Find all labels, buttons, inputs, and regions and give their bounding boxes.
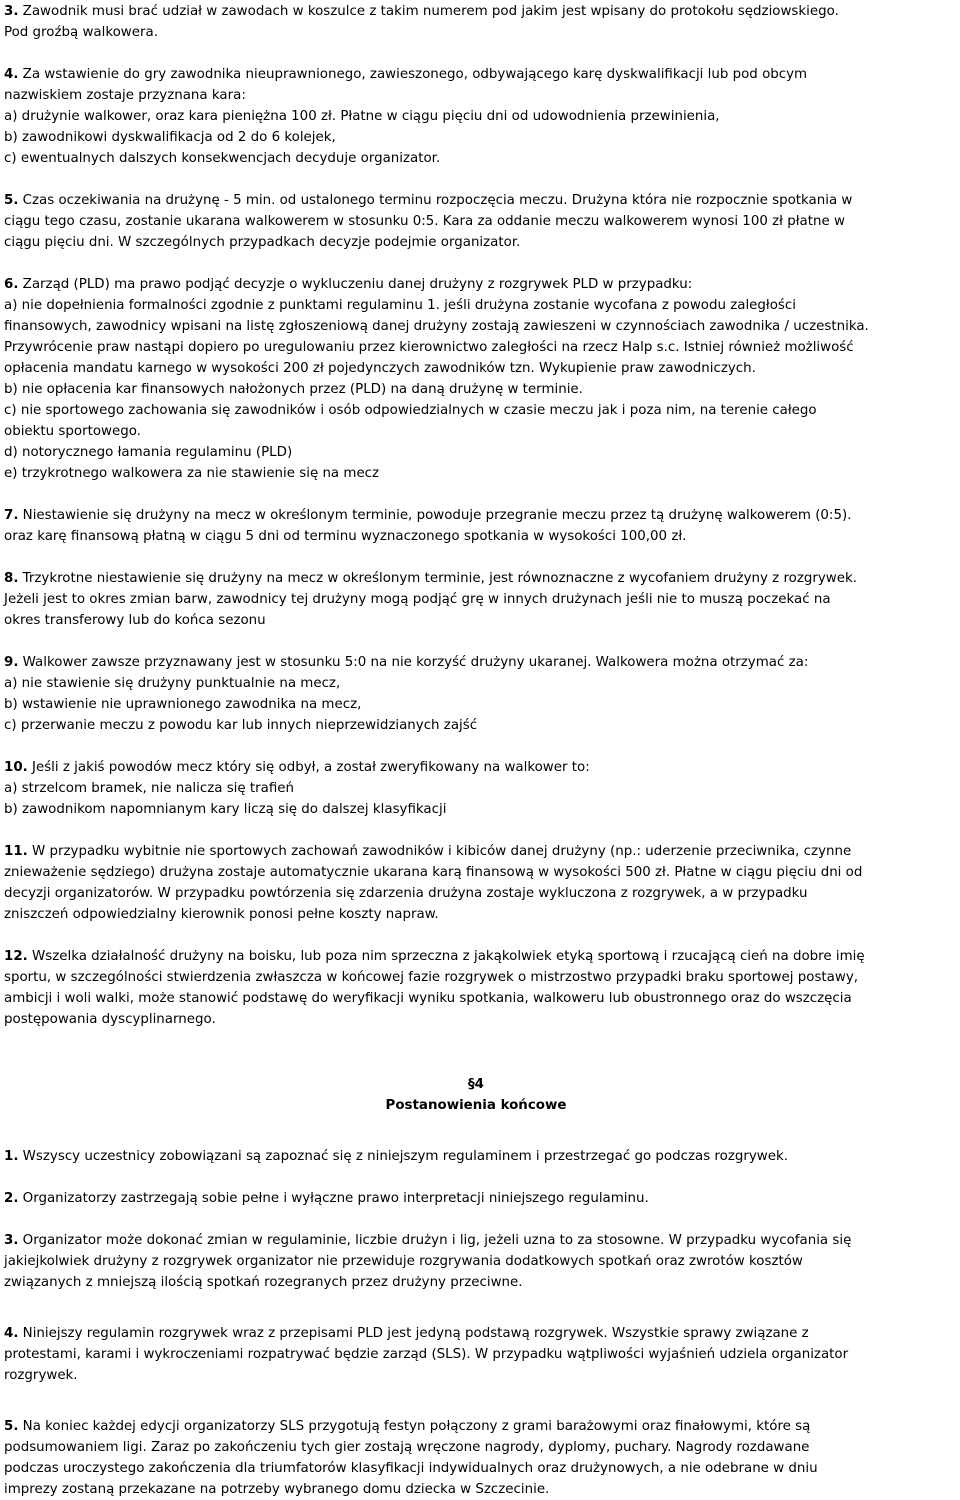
paragraph-5 — [4, 190, 948, 253]
paragraph-text: opłacenia mandatu karnego w wysokości 200 zł pojedynczych zawodników tzn. Wykupienie praw zawodniczych. — [4, 361, 756, 376]
regulation-points — [4, 1, 948, 1030]
paragraph-text: ambicji i woli walki, może stanowić podstawę do weryfikacji wyniku spotkania, walkoweru lub obustronnego oraz do wszczęcia — [4, 991, 852, 1006]
paragraph-number: 8. — [4, 571, 19, 586]
paragraph-line — [4, 715, 948, 736]
paragraph-text: c) ewentualnych dalszych konsekwencjach decyduje organizator. — [4, 151, 441, 166]
paragraph-line — [4, 778, 948, 799]
paragraph-text: znieważenie sędziego) drużyna zostaje automatycznie ukarana karą finansową w wysokości 500 zł. Płatne w ciągu pięciu dni od — [4, 865, 863, 880]
paragraph-line — [4, 841, 948, 862]
paragraph-9 — [4, 652, 948, 736]
paragraph-text: a) nie dopełnienia formalności zgodnie z punktami regulaminu 1. jeśli drużyna zostanie wycofana z powodu zaległości — [4, 298, 796, 313]
paragraph-line — [4, 1365, 948, 1386]
paragraph-12 — [4, 946, 948, 1030]
paragraph-number: 11. — [4, 844, 28, 859]
paragraph-text: rozgrywek. — [4, 1368, 78, 1383]
paragraph-line — [4, 967, 948, 988]
paragraph-line — [4, 64, 948, 85]
paragraph-text: podczas uroczystego zakończenia dla triumfatorów klasyfikacji indywidualnych oraz drużynowych, a nie odebrane w dniu — [4, 1461, 818, 1476]
paragraph-text: c) przerwanie meczu z powodu kar lub innych nieprzewidzianych zajść — [4, 718, 478, 733]
paragraph-text: zniszczeń odpowiedzialny kierownik ponosi pełne koszty napraw. — [4, 907, 439, 922]
paragraph-text: Za wstawienie do gry zawodnika nieuprawnionego, zawieszonego, odbywającego karę dyskwalifikacji lub pod obcym — [22, 67, 808, 82]
paragraph-8 — [4, 568, 948, 631]
paragraph-number: 1. — [4, 1149, 19, 1164]
paragraph-11 — [4, 841, 948, 925]
paragraph-text: W przypadku wybitnie nie sportowych zachowań zawodników i kibiców danej drużyny (np.: uderzenie przeciwnika, czynne — [32, 844, 852, 859]
paragraph-text: podsumowaniem ligi. Zaraz po zakończeniu tych gier zostają wręczone nagrody, dyplomy, puchary. Nagrody rozdawane — [4, 1440, 810, 1455]
paragraph-line — [4, 190, 948, 211]
paragraph-text: decyzji organizatorów. W przypadku powtórzenia się zdarzenia drużyna zostaje wykluczona z rozgrywek, a w przypadku — [4, 886, 808, 901]
paragraph-text: jakiejkolwiek drużyny z rozgrywek organizator nie przewiduje rozgrywania dodatkowych spotkań oraz zwrotów kosztów — [4, 1254, 803, 1269]
paragraph-line — [4, 85, 948, 106]
paragraph-line — [4, 673, 948, 694]
paragraph-text: ciągu tego czasu, zostanie ukarana walkowerem w stosunku 0:5. Kara za oddanie meczu walkowerem wynosi 100 zł płatne w — [4, 214, 845, 229]
paragraph-line — [4, 1009, 948, 1030]
paragraph-text: protestami, karami i wykroczeniami rozpatrywać będzie zarząd (SLS). W przypadku wątpliwości wyjaśnień udziela organizator — [4, 1347, 849, 1362]
paragraph-line — [4, 337, 948, 358]
paragraph-line — [4, 1437, 948, 1458]
paragraph-text: Jeżeli jest to okres zmian barw, zawodnicy tej drużyny mogą podjąć grę w innych drużynach jeśli nie to muszą poczekać na — [4, 592, 831, 607]
paragraph-text: Jeśli z jakiś powodów mecz który się odbył, a został zweryfikowany na walkower to: — [32, 760, 590, 775]
paragraph-line — [4, 379, 948, 400]
paragraph-line — [4, 106, 948, 127]
paragraph-line — [4, 652, 948, 673]
paragraph-line — [4, 316, 948, 337]
paragraph-text: Na koniec każdej edycji organizatorzy SLS przygotują festyn połączony z grami barażowymi oraz finałowymi, które są — [22, 1419, 811, 1434]
paragraph-line — [4, 505, 948, 526]
paragraph-line — [4, 442, 948, 463]
paragraph-line — [4, 904, 948, 925]
paragraph-text: sportu, w szczególności stwierdzenia zwłaszcza w końcowej fazie rozgrywek o mistrzostwo przypadki braku sportowej postawy, — [4, 970, 859, 985]
paragraph-line — [4, 400, 948, 421]
paragraph-number: 5. — [4, 1419, 19, 1434]
paragraph-number: 5. — [4, 193, 19, 208]
paragraph-text: Organizator może dokonać zmian w regulaminie, liczbie drużyn i lig, jeżeli uzna to za stosowne. W przypadku wycofania się — [22, 1233, 852, 1248]
paragraph-line — [4, 463, 948, 484]
paragraph-text: Przywrócenie praw nastąpi dopiero po uregulowaniu przez kierownictwo zaległości na rzecz Halp s.c. Istniej również możliwość — [4, 340, 854, 355]
paragraph-line — [4, 127, 948, 148]
paragraph-text: związanych z mniejszą ilością spotkań rozegranych przez drużyny przeciwne. — [4, 1275, 523, 1290]
paragraph-number: 3. — [4, 1233, 19, 1248]
paragraph-3 — [4, 1230, 948, 1293]
section-heading — [4, 1074, 948, 1116]
paragraph-line — [4, 946, 948, 967]
paragraph-text: b) nie opłacenia kar finansowych nałożonych przez (PLD) na daną drużynę w terminie. — [4, 382, 583, 397]
paragraph-text: b) wstawienie nie uprawnionego zawodnika na mecz, — [4, 697, 362, 712]
paragraph-text: ciągu pięciu dni. W szczególnych przypadkach decyzje podejmie organizator. — [4, 235, 521, 250]
paragraph-line — [4, 1458, 948, 1479]
paragraph-line — [4, 148, 948, 169]
paragraph-text: Niniejszy regulamin rozgrywek wraz z przepisami PLD jest jedyną podstawą rozgrywek. Wszystkie sprawy związane z — [22, 1326, 809, 1341]
paragraph-line — [4, 1230, 948, 1251]
paragraph-text: postępowania dyscyplinarnego. — [4, 1012, 216, 1027]
paragraph-number: 2. — [4, 1191, 19, 1206]
paragraph-text: Walkower zawsze przyznawany jest w stosunku 5:0 na nie korzyść drużyny ukaranej. Walkowera można otrzymać za: — [22, 655, 809, 670]
paragraph-number: 6. — [4, 277, 19, 292]
paragraph-7 — [4, 505, 948, 547]
paragraph-line — [4, 1479, 948, 1500]
paragraph-text: Zarząd (PLD) ma prawo podjąć decyzje o wykluczeniu danej drużyny z rozgrywek PLD w przypadku: — [22, 277, 693, 292]
paragraph-line — [4, 1146, 948, 1167]
paragraph-text: a) nie stawienie się drużyny punktualnie na mecz, — [4, 676, 341, 691]
paragraph-text: Czas oczekiwania na drużynę - 5 min. od ustalonego terminu rozpoczęcia meczu. Drużyna która nie rozpocznie spotkania w — [22, 193, 853, 208]
paragraph-number: 10. — [4, 760, 28, 775]
paragraph-6 — [4, 274, 948, 484]
paragraph-text: a) drużynie walkower, oraz kara pieniężna 100 zł. Płatne w ciągu pięciu dni od udowodnienia przewinienia, — [4, 109, 720, 124]
paragraph-text: a) strzelcom bramek, nie nalicza się trafień — [4, 781, 295, 796]
paragraph-text: nazwiskiem zostaje przyznana kara: — [4, 88, 246, 103]
paragraph-line — [4, 862, 948, 883]
paragraph-text: okres transferowy lub do końca sezonu — [4, 613, 266, 628]
paragraph-line — [4, 232, 948, 253]
paragraph-line — [4, 1251, 948, 1272]
paragraph-text: Wszyscy uczestnicy zobowiązani są zapoznać się z niniejszym regulaminem i przestrzegać go podczas rozgrywek. — [22, 1149, 788, 1164]
paragraph-text: finansowych, zawodnicy wpisani na listę zgłoszeniową danej drużyny zostają zawieszeni w czynnościach zawodnika / uczestnika. — [4, 319, 869, 334]
paragraph-text: b) zawodnikowi dyskwalifikacja od 2 do 6 kolejek, — [4, 130, 336, 145]
paragraph-number: 4. — [4, 1326, 19, 1341]
paragraph-10 — [4, 757, 948, 820]
paragraph-line — [4, 610, 948, 631]
paragraph-text: b) zawodnikom napomnianym kary liczą się do dalszej klasyfikacji — [4, 802, 447, 817]
paragraph-line — [4, 883, 948, 904]
paragraph-line — [4, 589, 948, 610]
paragraph-line — [4, 799, 948, 820]
paragraph-text: Trzykrotne niestawienie się drużyny na mecz w określonym terminie, jest równoznaczne z wycofaniem drużyny z rozgrywek. — [22, 571, 858, 586]
paragraph-text: c) nie sportowego zachowania się zawodników i osób odpowiedzialnych w czasie meczu jak i poza nim, na terenie całego — [4, 403, 817, 418]
section-title: Postanowienia końcowe — [385, 1098, 567, 1113]
paragraph-text: e) trzykrotnego walkowera za nie stawienie się na mecz — [4, 466, 380, 481]
paragraph-4 — [4, 1323, 948, 1386]
paragraph-number: 9. — [4, 655, 19, 670]
paragraph-text: Niestawienie się drużyny na mecz w określonym terminie, powoduje przegranie meczu przez tą drużynę walkowerem (0:5). — [22, 508, 852, 523]
paragraph-text: d) notorycznego łamania regulaminu (PLD) — [4, 445, 293, 460]
paragraph-text: Wszelka działalność drużyny na boisku, lub poza nim sprzeczna z jakąkolwiek etyką sportową i rzucającą cień na dobre imię — [32, 949, 865, 964]
final-provisions — [4, 1146, 948, 1500]
section-mark: §4 — [467, 1077, 484, 1092]
paragraph-number: 3. — [4, 4, 19, 19]
paragraph-line — [4, 274, 948, 295]
paragraph-3 — [4, 1, 948, 43]
paragraph-text: Zawodnik musi brać udział w zawodach w koszulce z takim numerem pod jakim jest wpisany do protokołu sędziowskiego. — [22, 4, 839, 19]
paragraph-text: obiektu sportowego. — [4, 424, 141, 439]
paragraph-text: oraz karę finansową płatną w ciągu 5 dni od terminu wyznaczonego spotkania w wysokości 100,00 zł. — [4, 529, 687, 544]
paragraph-line — [4, 211, 948, 232]
paragraph-5 — [4, 1416, 948, 1500]
paragraph-line — [4, 988, 948, 1009]
paragraph-text: imprezy zostaną przekazane na potrzeby wybranego domu dziecka w Szczecinie. — [4, 1482, 550, 1497]
paragraph-2 — [4, 1188, 948, 1209]
paragraph-line — [4, 568, 948, 589]
paragraph-line — [4, 757, 948, 778]
paragraph-line — [4, 22, 948, 43]
paragraph-number: 4. — [4, 67, 19, 82]
paragraph-line — [4, 295, 948, 316]
paragraph-line — [4, 694, 948, 715]
paragraph-line — [4, 1, 948, 22]
paragraph-line — [4, 526, 948, 547]
paragraph-4 — [4, 64, 948, 169]
paragraph-text: Organizatorzy zastrzegają sobie pełne i wyłączne prawo interpretacji niniejszego regulaminu. — [22, 1191, 649, 1206]
paragraph-line — [4, 1344, 948, 1365]
paragraph-number: 12. — [4, 949, 28, 964]
paragraph-line — [4, 1272, 948, 1293]
paragraph-1 — [4, 1146, 948, 1167]
paragraph-line — [4, 1188, 948, 1209]
paragraph-line — [4, 1416, 948, 1437]
paragraph-line — [4, 1323, 948, 1344]
paragraph-text: Pod groźbą walkowera. — [4, 25, 158, 40]
paragraph-number: 7. — [4, 508, 19, 523]
paragraph-line — [4, 421, 948, 442]
paragraph-line — [4, 358, 948, 379]
